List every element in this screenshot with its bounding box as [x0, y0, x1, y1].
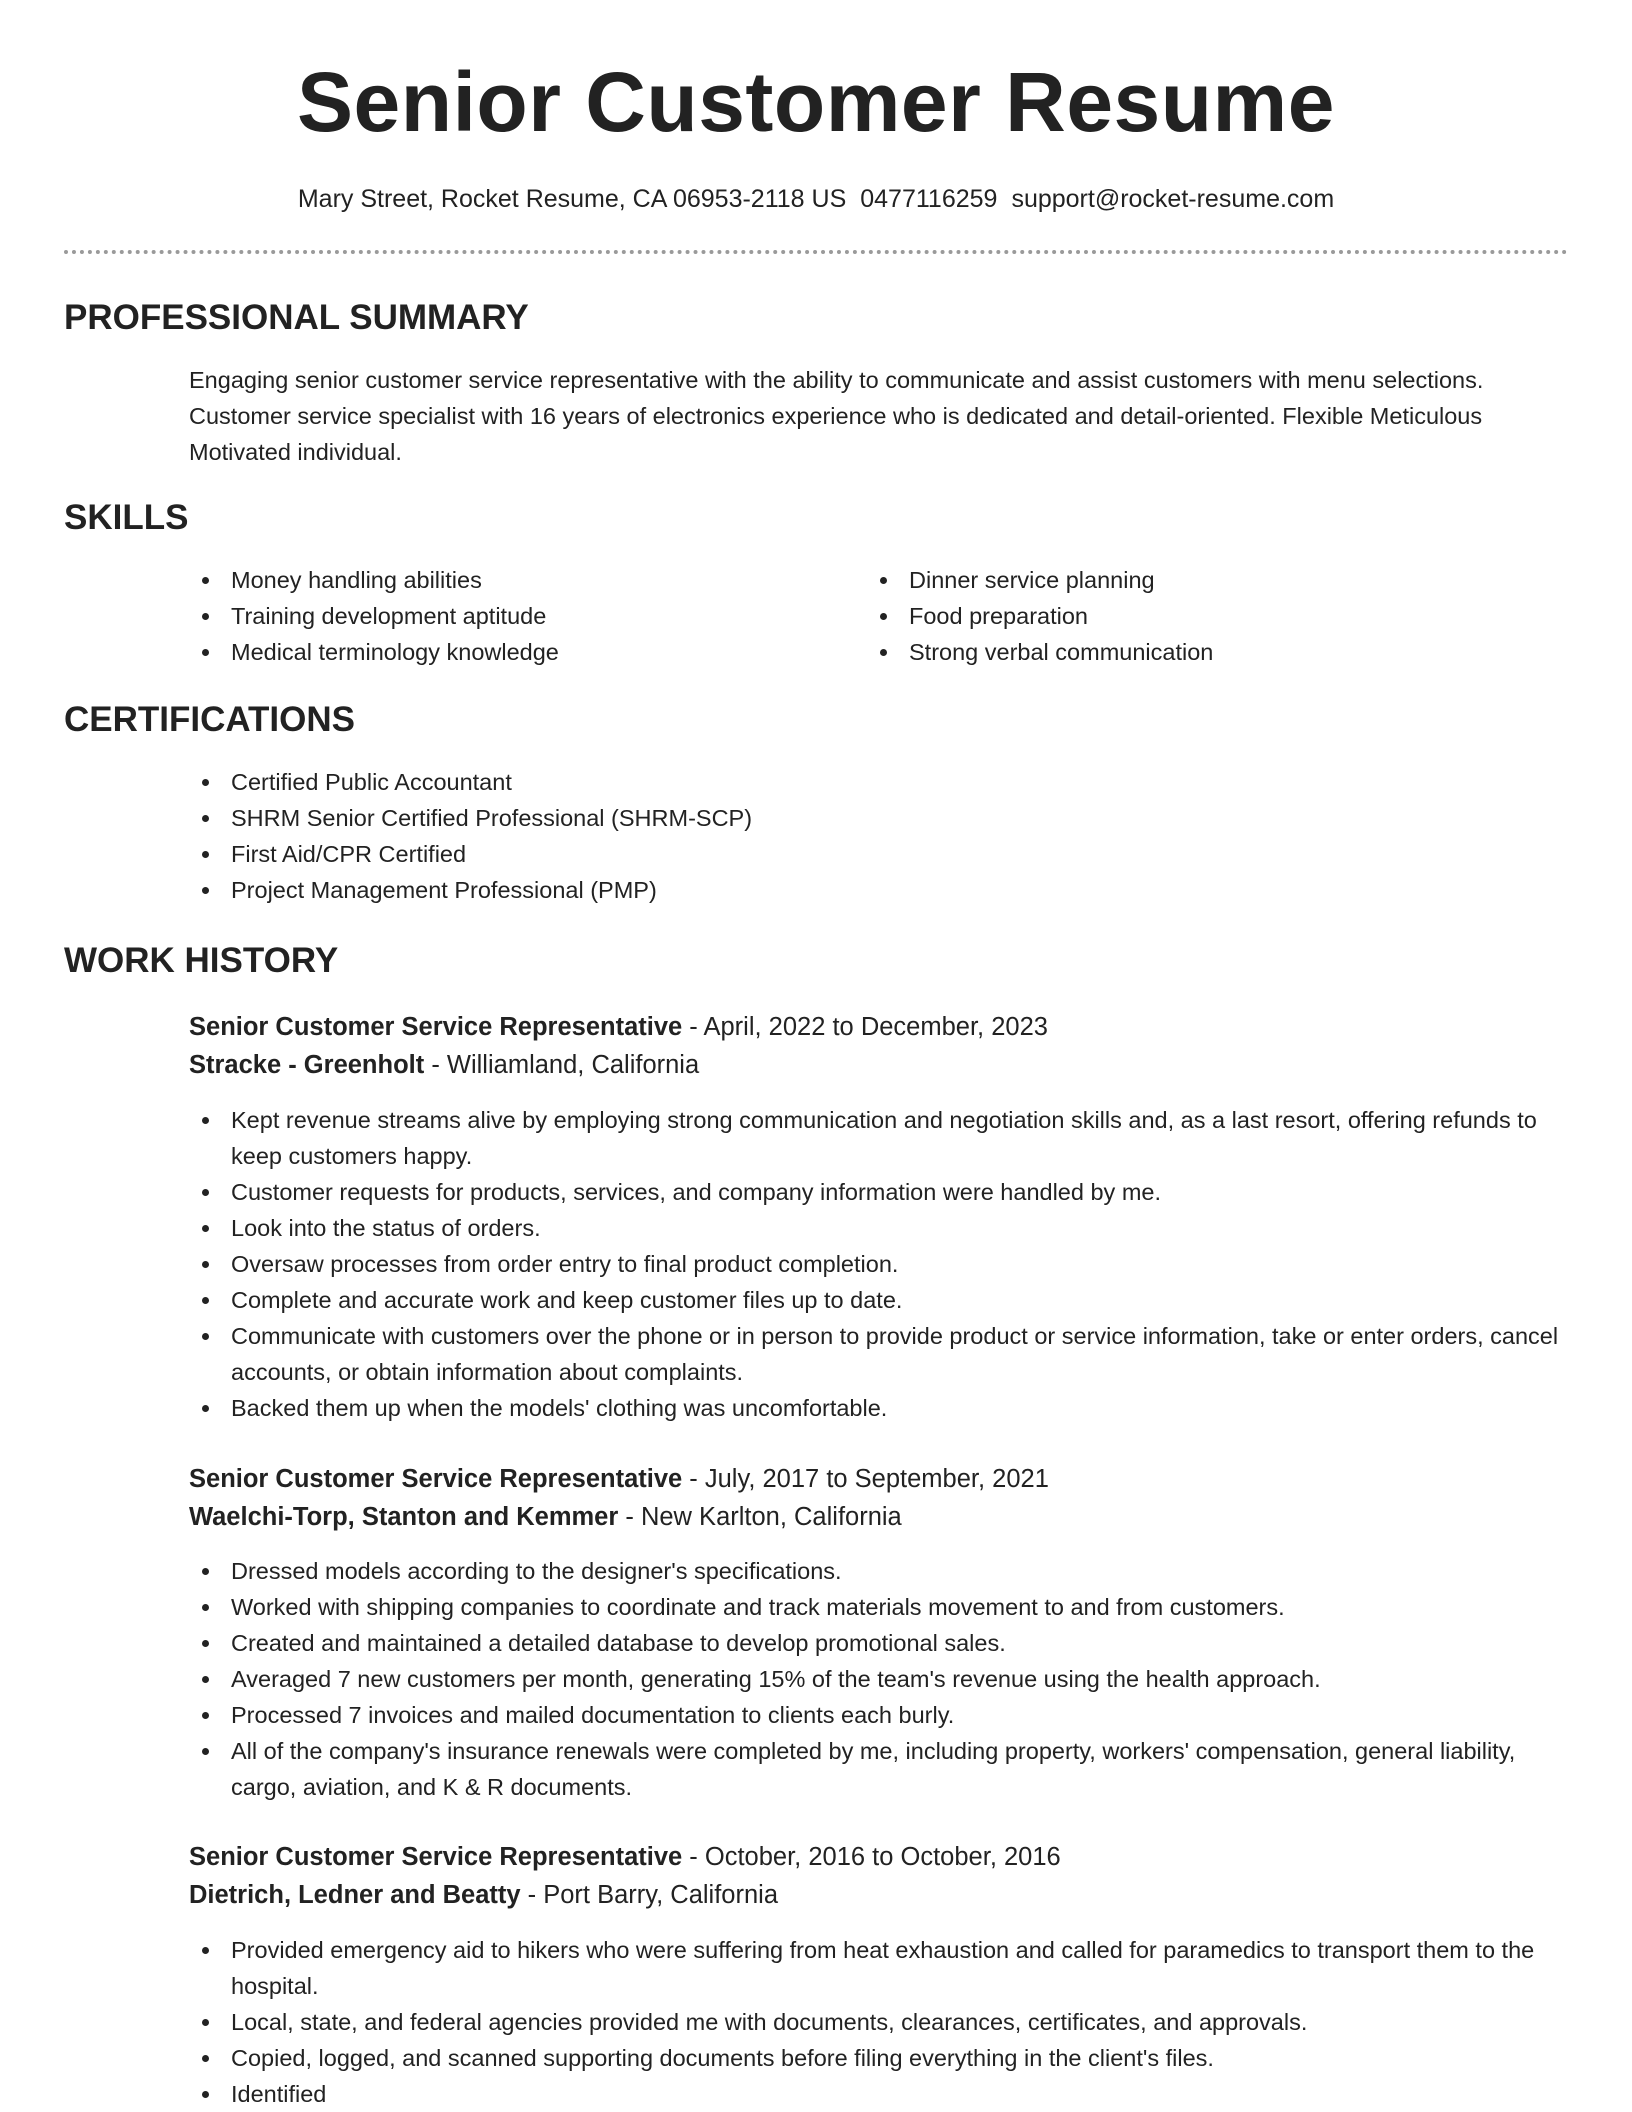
- job-bullet: Identified: [187, 2076, 1569, 2112]
- job-company-line: [189, 1046, 1569, 1084]
- job-bullet: Backed them up when the models' clothing was uncomfortable.: [187, 1390, 1569, 1426]
- job-location: - New Karlton, California: [618, 1503, 902, 1531]
- job-bullet: Complete and accurate work and keep customer files up to date.: [187, 1282, 1569, 1318]
- job-title-line: [189, 1460, 1569, 1498]
- job-dates: - April, 2022 to December, 2023: [682, 1013, 1048, 1041]
- job-bullet: Processed 7 invoices and mailed documentation to clients each burly.: [187, 1697, 1569, 1733]
- job-role: Senior Customer Service Representative: [189, 1465, 683, 1493]
- skill-item: Training development aptitude: [187, 598, 827, 634]
- section-title-certifications: CERTIFICATIONS: [64, 700, 356, 739]
- job-bullet: Communicate with customers over the phone or in person to provide product or service information, take or enter orders, cancel accounts, or obtain information about complaints.: [187, 1318, 1569, 1390]
- job-bullet: Look into the status of orders.: [187, 1210, 1569, 1246]
- contact-line: [0, 181, 1632, 217]
- job-role: Senior Customer Service Representative: [189, 1843, 683, 1871]
- job-bullet: Kept revenue streams alive by employing strong communication and negotiation skills and, as a last resort, offering refunds to keep customers happy.: [187, 1102, 1569, 1174]
- job-dates: - July, 2017 to September, 2021: [682, 1465, 1049, 1493]
- job-company-line: [189, 1876, 1569, 1914]
- job-bullet: Provided emergency aid to hikers who were suffering from heat exhaustion and called for paramedics to transport them to the hospital.: [187, 1932, 1569, 2004]
- job-company-line: [189, 1498, 1569, 1536]
- job-bullets: [187, 1932, 1569, 2112]
- certification-item: SHRM Senior Certified Professional (SHRM-SCP): [187, 800, 1569, 836]
- skills-list-right: [865, 562, 1505, 670]
- summary-text: Engaging senior customer service representative with the ability to communicate and assist customers with menu selections. Customer service specialist with 16 years of electronics experience who is dedicated and detail-oriented. Flexible Meticulous Motivated individual.: [189, 367, 1484, 465]
- contact-email: support@rocket-resume.com: [1011, 185, 1335, 213]
- job-bullet: Copied, logged, and scanned supporting documents before filing everything in the client's files.: [187, 2040, 1569, 2076]
- job-dates: - October, 2016 to October, 2016: [682, 1843, 1061, 1871]
- job-bullet: Oversaw processes from order entry to final product completion.: [187, 1246, 1569, 1282]
- job-bullets: [187, 1102, 1569, 1426]
- job-company: Dietrich, Ledner and Beatty: [189, 1881, 521, 1909]
- skills-list-left: [187, 562, 827, 670]
- job-bullet: Averaged 7 new customers per month, generating 15% of the team's revenue using the health approach.: [187, 1661, 1569, 1697]
- contact-phone: 0477116259: [860, 185, 998, 213]
- certification-item: First Aid/CPR Certified: [187, 836, 1569, 872]
- skill-item: Dinner service planning: [865, 562, 1505, 598]
- job-bullet: Local, state, and federal agencies provided me with documents, clearances, certificates, and approvals.: [187, 2004, 1569, 2040]
- job-location: - Port Barry, California: [520, 1881, 779, 1909]
- certifications-list: [187, 764, 1569, 908]
- job-company: Stracke - Greenholt: [189, 1051, 425, 1079]
- certification-item: Project Management Professional (PMP): [187, 872, 1569, 908]
- job-bullets: [187, 1553, 1569, 1805]
- section-title-skills: SKILLS: [64, 498, 189, 537]
- job-title-line: [189, 1838, 1569, 1876]
- job-bullet: All of the company's insurance renewals were completed by me, including property, workers' compensation, general liability, cargo, aviation, and K & R documents.: [187, 1733, 1569, 1805]
- resume-name: Senior Customer Resume: [297, 55, 1335, 149]
- skill-item: Strong verbal communication: [865, 634, 1505, 670]
- certification-item: Certified Public Accountant: [187, 764, 1569, 800]
- section-title-work-history: WORK HISTORY: [64, 941, 339, 980]
- skill-item: Money handling abilities: [187, 562, 827, 598]
- skill-item: Food preparation: [865, 598, 1505, 634]
- skill-item: Medical terminology knowledge: [187, 634, 827, 670]
- job-bullet: Dressed models according to the designer's specifications.: [187, 1553, 1569, 1589]
- job-company: Waelchi-Torp, Stanton and Kemmer: [189, 1503, 619, 1531]
- header-divider: [64, 250, 1568, 254]
- job-location: - Williamland, California: [424, 1051, 700, 1079]
- job-bullet: Created and maintained a detailed database to develop promotional sales.: [187, 1625, 1569, 1661]
- job-bullet: Worked with shipping companies to coordinate and track materials movement to and from customers.: [187, 1589, 1569, 1625]
- job-role: Senior Customer Service Representative: [189, 1013, 683, 1041]
- contact-address: Mary Street, Rocket Resume, CA 06953-2118 US: [297, 185, 847, 213]
- section-title-summary: PROFESSIONAL SUMMARY: [64, 298, 529, 337]
- job-title-line: [189, 1008, 1569, 1046]
- job-bullet: Customer requests for products, services, and company information were handled by me.: [187, 1174, 1569, 1210]
